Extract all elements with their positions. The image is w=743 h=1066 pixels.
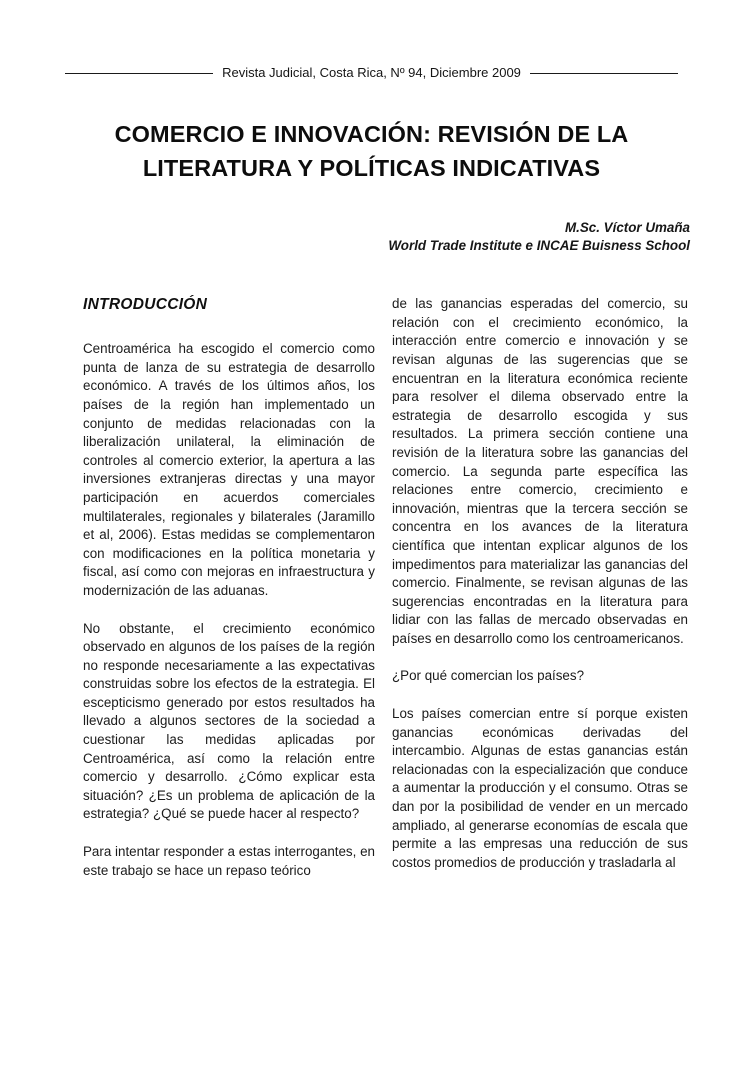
left-column	[83, 295, 375, 880]
author-name: M.Sc. Víctor Umaña	[564, 220, 690, 235]
author-affiliation: World Trade Institute e INCAE Buisness School	[388, 237, 690, 253]
header-rule-right	[530, 73, 678, 74]
right-column	[392, 295, 688, 880]
article-title-line-2: LITERATURA Y POLÍTICAS INDICATIVAS	[142, 155, 601, 181]
right-paragraph-1: de las ganancias esperadas del comercio, su relación con el crecimiento económico, la interacción entre comercio e innovación y se revisan algunas de las sugerencias que se encuentran en la literatura económica reciente para resolver el dilema observado entre la estrategia de desarrollo escogida y sus resultados. La primera sección contiene una revisión de la literatura sobre las ganancias del comercio. La segunda parte específica las relaciones entre comercio, crecimiento e innovación, mientras que la tercera sección se concentra en los avances de la literatura científica que intentan explicar algunos de los impedimentos para materializar las ganancias del comercio. Finalmente, se revisan algunas de las sugerencias encontradas en la literatura para lidiar con las fallas de mercado observadas en países en desarrollo como los centroamericanos.	[392, 296, 688, 646]
two-column-body	[83, 295, 688, 880]
article-title-line-1: COMERCIO E INNOVACIÓN: REVISIÓN DE LA	[114, 121, 629, 147]
right-question-line: ¿Por qué comercian los países?	[392, 668, 585, 684]
left-paragraph-1: Centroamérica ha escogido el comercio como punta de lanza de su estrategia de desarrollo económico. A través de los últimos años, los países de la región han implementado un conjunto de medidas relacionadas con la liberalización unilateral, la eliminación de controles al comercio exterior, la apertura a las inversiones extranjeras directas y una mayor participación en acuerdos comerciales multilaterales, regionales y bilaterales (Jaramillo et al, 2006). Estas medidas se complementaron con modificaciones en la política monetaria y fiscal, así como con mejoras en infraestructura y modernización de las aduanas.	[83, 341, 375, 598]
journal-header	[65, 66, 678, 80]
section-heading-introduccion: INTRODUCCIÓN	[83, 296, 208, 314]
header-rule-left	[65, 73, 213, 74]
document-page	[0, 66, 743, 1066]
journal-header-text: Revista Judicial, Costa Rica, Nº 94, Diciembre 2009	[222, 65, 521, 80]
left-paragraph-2: No obstante, el crecimiento económico observado en algunos de los países de la región no responde necesariamente a las expectativas construidas sobre los efectos de la estrategia. El escepticismo generado por estos resultados ha llevado a algunos sectores de la sociedad a cuestionar las medidas aplicadas por Centroamérica, así como la relación entre comercio y desarrollo. ¿Cómo explicar esta situación? ¿Es un problema de aplicación de la estrategia? ¿Qué se puede hacer al respecto?	[83, 620, 375, 822]
article-title	[40, 117, 703, 185]
right-paragraph-2: Los países comercian entre sí porque existen ganancias económicas derivadas del intercambio. Algunas de estas ganancias están relacionadas con la especialización que conduce a aumentar la producción y el consumo. Otras se dan por la posibilidad de vender en un mercado ampliado, al generarse economías de escala que permite a las empresas una reducción de sus costos promedios de producción y trasladarla al	[392, 706, 688, 870]
left-paragraph-3: Para intentar responder a estas interrogantes, en este trabajo se hace un repaso teórico	[83, 844, 375, 878]
author-block	[0, 219, 690, 254]
